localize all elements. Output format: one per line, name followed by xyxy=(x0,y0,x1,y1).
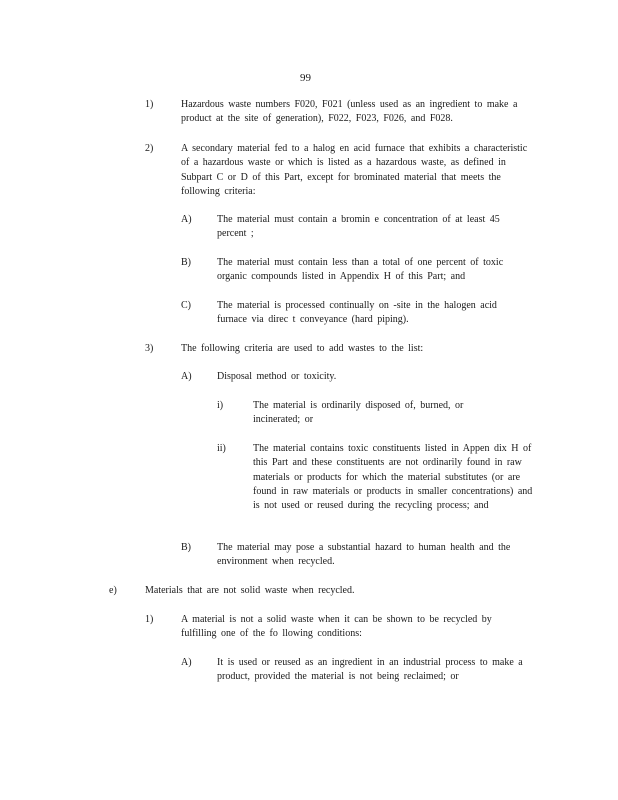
item-label: 1) xyxy=(145,614,154,625)
page-number: 99 xyxy=(300,72,311,84)
item-text: The material contains toxic constituents listed in Appen dix H of this Part and these constituents are not ordinarily found in raw materials or products for which the material substitutes (or are found in raw materials or products in smaller concentrations) and is not used or reused during the recycling process; and xyxy=(253,443,533,512)
item-text: A secondary material fed to a halog en acid furnace that exhibits a characteristic of a hazardous waste or which is listed as a hazardous waste, as defined in Subpart C or D of this Part, except for brominated material that meets the following criteria: xyxy=(181,143,528,197)
item-text: Disposal method or toxicity. xyxy=(217,371,337,382)
item-label: 3) xyxy=(145,343,154,354)
item-text: The material may pose a substantial hazard to human health and the environment when recycled. xyxy=(217,542,511,568)
item-text: Hazardous waste numbers F020, F021 (unless used as an ingredient to make a product at the site of generation), F022, F023, F026, and F028. xyxy=(181,99,518,125)
item-label: A) xyxy=(181,214,192,225)
item-label: B) xyxy=(181,257,191,268)
item-label: B) xyxy=(181,542,191,553)
item-text: It is used or reused as an ingredient in an industrial process to make a product, provided the material is not being reclaimed; or xyxy=(217,657,523,683)
item-label: ii) xyxy=(217,443,226,454)
item-label: e) xyxy=(109,585,117,596)
item-label: C) xyxy=(181,300,191,311)
item-label: A) xyxy=(181,371,192,382)
item-text: The material must contain a bromin e concentration of at least 45 percent ; xyxy=(217,214,500,240)
item-label: i) xyxy=(217,400,224,411)
item-text: The following criteria are used to add wastes to the list: xyxy=(181,343,424,354)
item-text: A material is not a solid waste when it can be shown to be recycled by fulfilling one of the fo llowing conditions: xyxy=(181,614,492,640)
item-text: Materials that are not solid waste when recycled. xyxy=(145,585,355,596)
item-label: 1) xyxy=(145,99,154,110)
item-text: The material must contain less than a total of one percent of toxic organic compounds listed in Appendix H of this Part; and xyxy=(217,257,504,283)
item-text: The material is ordinarily disposed of, burned, or incinerated; or xyxy=(253,400,464,426)
item-text: The material is processed continually on -site in the halogen acid furnace via direc t conveyance (hard piping). xyxy=(217,300,497,326)
item-label: 2) xyxy=(145,143,154,154)
item-label: A) xyxy=(181,657,192,668)
